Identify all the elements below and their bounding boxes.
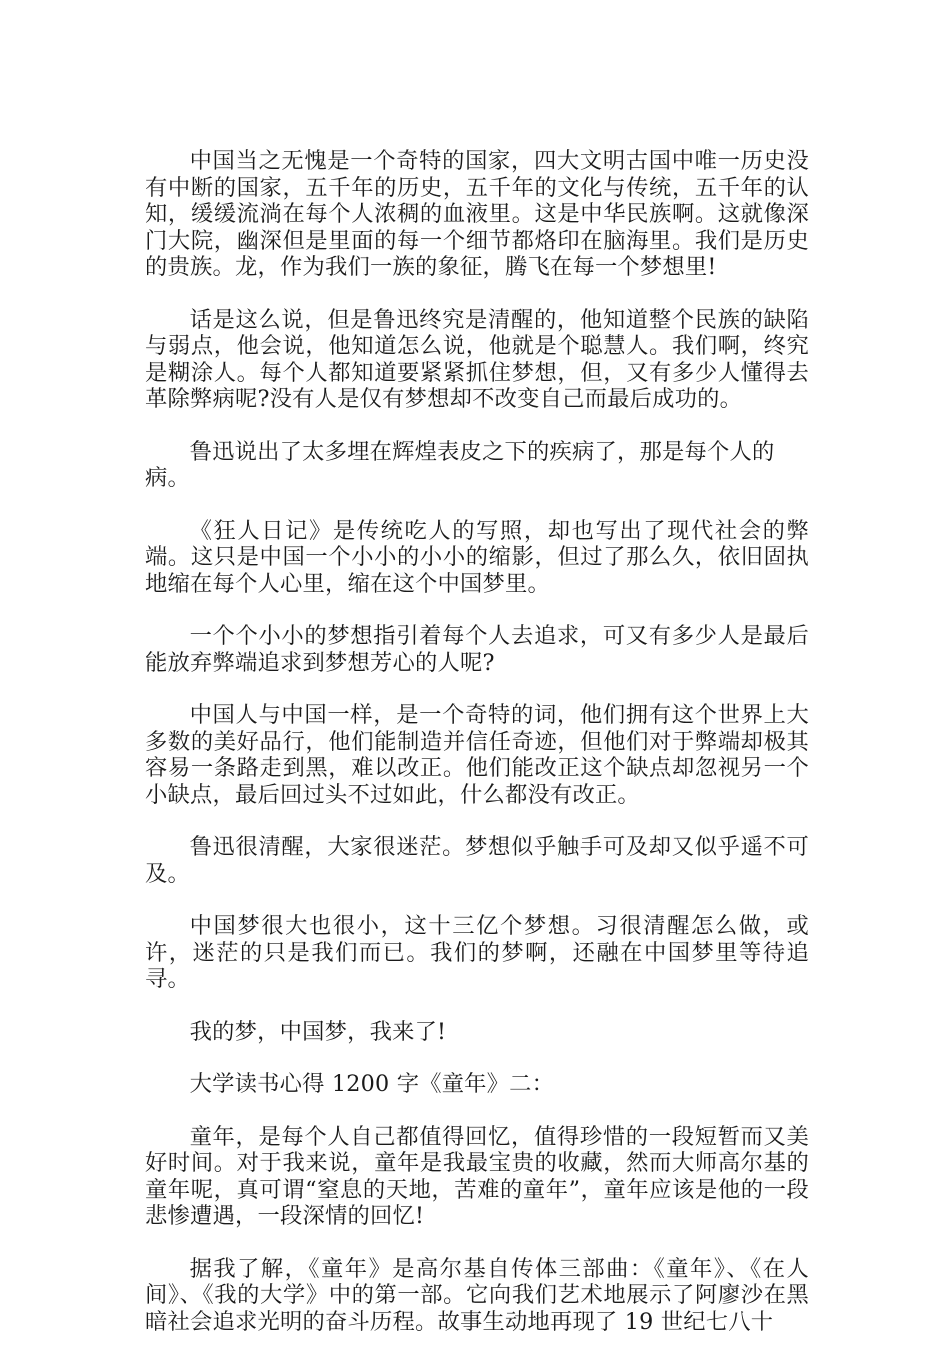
- section-heading: 大学读书心得 1200 字《童年》二：: [189, 1071, 555, 1097]
- paragraph: 话是这么说，但是鲁迅终究是清醒的，他知道整个民族的缺陷与弱点，他会说，他知道怎么说，他就是个聪慧人。我们啊，终究是糊涂人。每个人都知道要紧紧抓住梦想，但，又有多少人懂得去革除弊病呢?没有人是仅有梦想却不改变自己而最后成功的。: [145, 306, 809, 412]
- paragraph: 中国梦很大也很小，这十三亿个梦想。习很清醒怎么做，或许，迷茫的只是我们而已。我们的梦啊，还融在中国梦里等待追寻。: [145, 913, 809, 992]
- paragraph: 鲁迅很清醒，大家很迷茫。梦想似乎触手可及却又似乎遥不可及。: [145, 834, 809, 887]
- paragraph: 《狂人日记》是传统吃人的写照，却也写出了现代社会的弊端。这只是中国一个小小的小小的缩影，但过了那么久，依旧固执地缩在每个人心里，缩在这个中国梦里。: [145, 517, 809, 597]
- paragraph: 童年，是每个人自己都值得回忆，值得珍惜的一段短暂而又美好时间。对于我来说，童年是我最宝贵的收藏，然而大师高尔基的童年呢，真可谓“窒息的天地，苦难的童年”，童年应该是他的一段悲惨遭遇，一段深情的回忆!: [145, 1123, 809, 1229]
- paragraph: 据我了解，《童年》是高尔基自传体三部曲：《童年》、《在人间》、《我的大学》中的第一部。它向我们艺术地展示了阿廖沙在黑暗社会追求光明的奋斗历程。故事生动地再现了 19 世纪七八十: [145, 1255, 809, 1335]
- paragraph: 一个个小小的梦想指引着每个人去追求，可又有多少人是最后能放弃弊端追求到梦想芳心的人呢?: [145, 623, 809, 676]
- paragraph: 鲁迅说出了太多埋在辉煌表皮之下的疾病了，那是每个人的病。: [145, 438, 775, 491]
- paragraph: 中国当之无愧是一个奇特的国家，四大文明古国中唯一历史没有中断的国家，五千年的历史，五千年的文化与传统，五千年的认知，缓缓流淌在每个人浓稠的血液里。这是中华民族啊。这就像深门大院，幽深但是里面的每一个细节都烙印在脑海里。我们是历史的贵族。龙，作为我们一族的象征，腾飞在每一个梦想里!: [145, 148, 809, 280]
- paragraph: 我的梦，中国梦，我来了!: [189, 1018, 447, 1045]
- document-body: [145, 148, 809, 1361]
- paragraph: 中国人与中国一样，是一个奇特的词，他们拥有这个世界上大多数的美好品行，他们能制造并信任奇迹，但他们对于弊端却极其容易一条路走到黑，难以改正。他们能改正这个缺点却忽视另一个小缺点，最后回过头不过如此，什么都没有改正。: [145, 702, 809, 808]
